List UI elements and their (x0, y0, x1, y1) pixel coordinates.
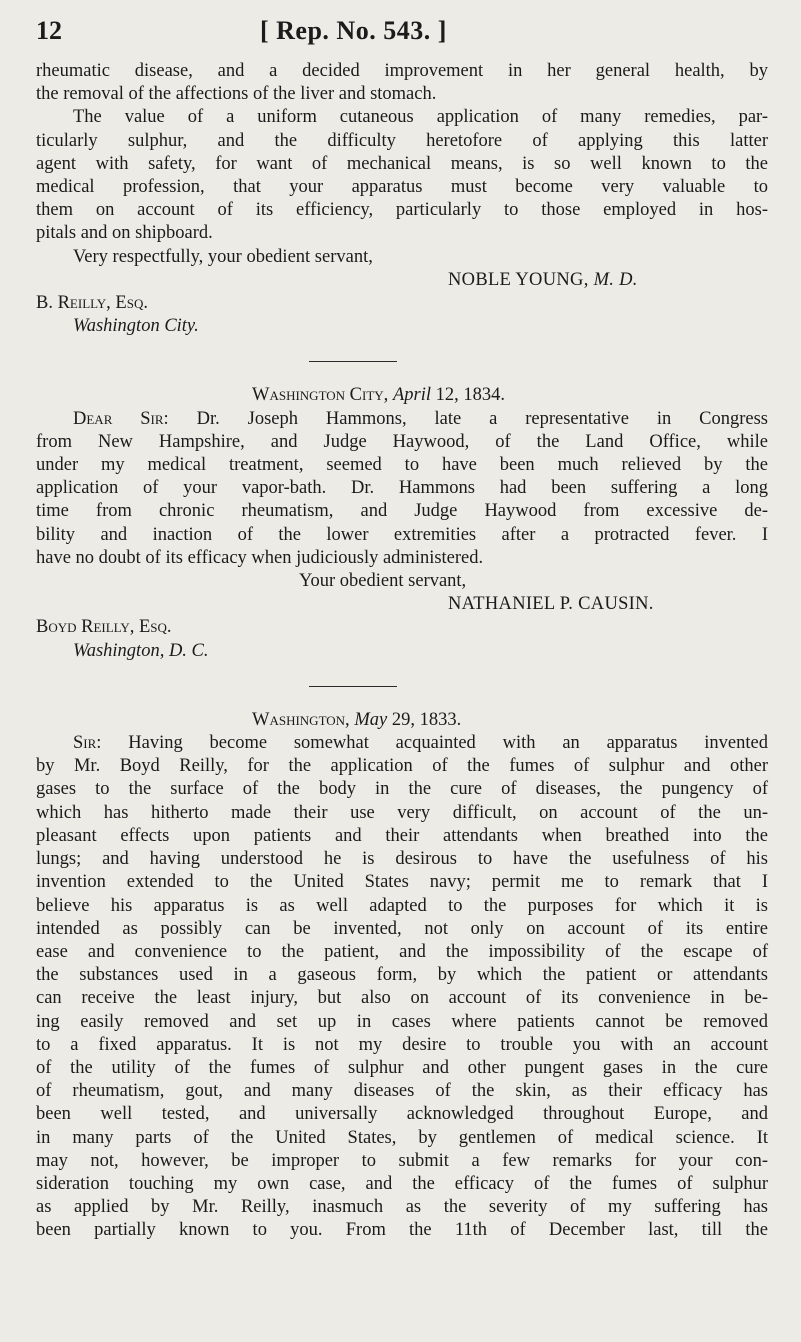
letter-address: Washington, D. C. (73, 640, 209, 661)
spacer (36, 687, 768, 709)
dateline-month: May (354, 709, 388, 730)
text-line: under my medical treatment, seemed to have been much relieved by the (36, 455, 768, 476)
dateline-month: April (392, 385, 431, 406)
text-line: which has hitherto made their use very difficult, on account of the un- (36, 802, 768, 823)
text-line: been well tested, and universally acknowledged throughout Europe, and (36, 1104, 768, 1125)
letter-salutation: Dear Sir: (73, 408, 169, 429)
text-fragment: Dr. Joseph Hammons, late a representative in Congress (196, 408, 768, 429)
text-line (36, 732, 768, 755)
text-fragment: Having become somewhat acquainted with an apparatus invented (128, 733, 768, 754)
spacer (36, 362, 768, 384)
text-line: lungs; and having understood he is desirous to have the usefulness of his (36, 849, 768, 870)
text-line: ticularly sulphur, and the difficulty heretofore of applying this latter (36, 130, 768, 151)
letter-addressee: Boyd Reilly, Esq. (36, 617, 172, 638)
text-line: time from chronic rheumatism, and Judge Haywood from excessive de- (36, 501, 768, 522)
text-line: medical profession, that your apparatus must become very valuable to (36, 177, 768, 198)
text-line: by Mr. Boyd Reilly, for the application of the fumes of sulphur and other (36, 756, 768, 777)
text-line: rheumatic disease, and a decided improvement in her general health, by (36, 61, 768, 81)
text-line: The value of a uniform cutaneous application of many remedies, par- (73, 107, 768, 128)
signature-suffix: M. D. (593, 269, 638, 290)
text-line: pitals and on shipboard. (36, 223, 213, 244)
letter-closing: Your obedient servant, (299, 571, 467, 592)
spacer (36, 338, 768, 361)
text-line: in many parts of the United States, by gentlemen of medical science. It (36, 1127, 768, 1148)
report-label: [ Rep. No. 543. ] (260, 16, 447, 45)
text-line: may not, however, be improper to submit a few remarks for your con- (36, 1150, 768, 1171)
text-line: invention extended to the United States navy; permit me to remark that I (36, 872, 768, 893)
letter-address: Washington City. (73, 316, 199, 337)
text-line: application of your vapor-bath. Dr. Hammons had been suffering a long (36, 478, 768, 499)
text-line: been partially known to you. From the 11th of December last, till the (36, 1220, 768, 1241)
text-line: can receive the least injury, but also on account of its convenience in be- (36, 988, 768, 1009)
text-line: the removal of the affections of the liver and stomach. (36, 84, 437, 105)
text-line (36, 408, 768, 431)
text-line: believe his apparatus is as well adapted to the purposes for which it is (36, 895, 768, 916)
text-line: bility and inaction of the lower extremities after a protracted fever. I (36, 524, 768, 545)
text-line: gases to the surface of the body in the cure of diseases, the pungency of (36, 779, 768, 800)
spacer (36, 663, 768, 686)
text-line: of rheumatism, gout, and many diseases of the skin, as their efficacy has (36, 1081, 768, 1102)
dateline-date: 29, 1833. (391, 709, 462, 730)
letter-dateline (36, 709, 768, 732)
dateline-place: Washington City, (252, 385, 389, 406)
text-line: them on account of its efficiency, particularly to those employed in hos- (36, 200, 768, 221)
page-header (36, 14, 766, 54)
text-line: sideration touching my own case, and the efficacy of the fumes of sulphur (36, 1173, 768, 1194)
text-line: intended as possibly can be invented, not only on account of its entire (36, 918, 768, 939)
text-line: to a fixed apparatus. It is not my desire to trouble you with an account (36, 1034, 768, 1055)
letter-dateline (36, 384, 768, 407)
text-line: agent with safety, for want of mechanical means, is so well known to the (36, 153, 768, 174)
letter-closing: Very respectfully, your obedient servant, (73, 246, 373, 267)
text-line: ease and convenience to the patient, and the impossibility of the escape of (36, 941, 768, 962)
letter-signature: NATHANIEL P. CAUSIN. (448, 594, 654, 615)
document-body (36, 60, 768, 1243)
letter-salutation: Sir: (73, 733, 102, 754)
dateline-date: 12, 1834. (435, 385, 505, 406)
letter-addressee: B. Reilly, Esq. (36, 293, 148, 314)
text-line: have no doubt of its efficacy when judiciously administered. (36, 547, 484, 568)
text-line: ing easily removed and set up in cases where patients cannot be removed (36, 1011, 768, 1032)
text-line: as applied by Mr. Reilly, inasmuch as the severity of my suffering has (36, 1197, 768, 1218)
text-line: the substances used in a gaseous form, by which the patient or attendants (36, 965, 768, 986)
signature-name: NOBLE YOUNG, (448, 269, 589, 290)
text-line: pleasant effects upon patients and their attendants when breathed into the (36, 825, 768, 846)
page-number: 12 (36, 16, 62, 45)
text-line: of the utility of the fumes of sulphur and other pungent gases in the cure (36, 1057, 768, 1078)
dateline-place: Washington, (252, 709, 350, 730)
text-line: from New Hampshire, and Judge Haywood, of the Land Office, while (36, 431, 768, 452)
letter-signature (36, 269, 768, 292)
